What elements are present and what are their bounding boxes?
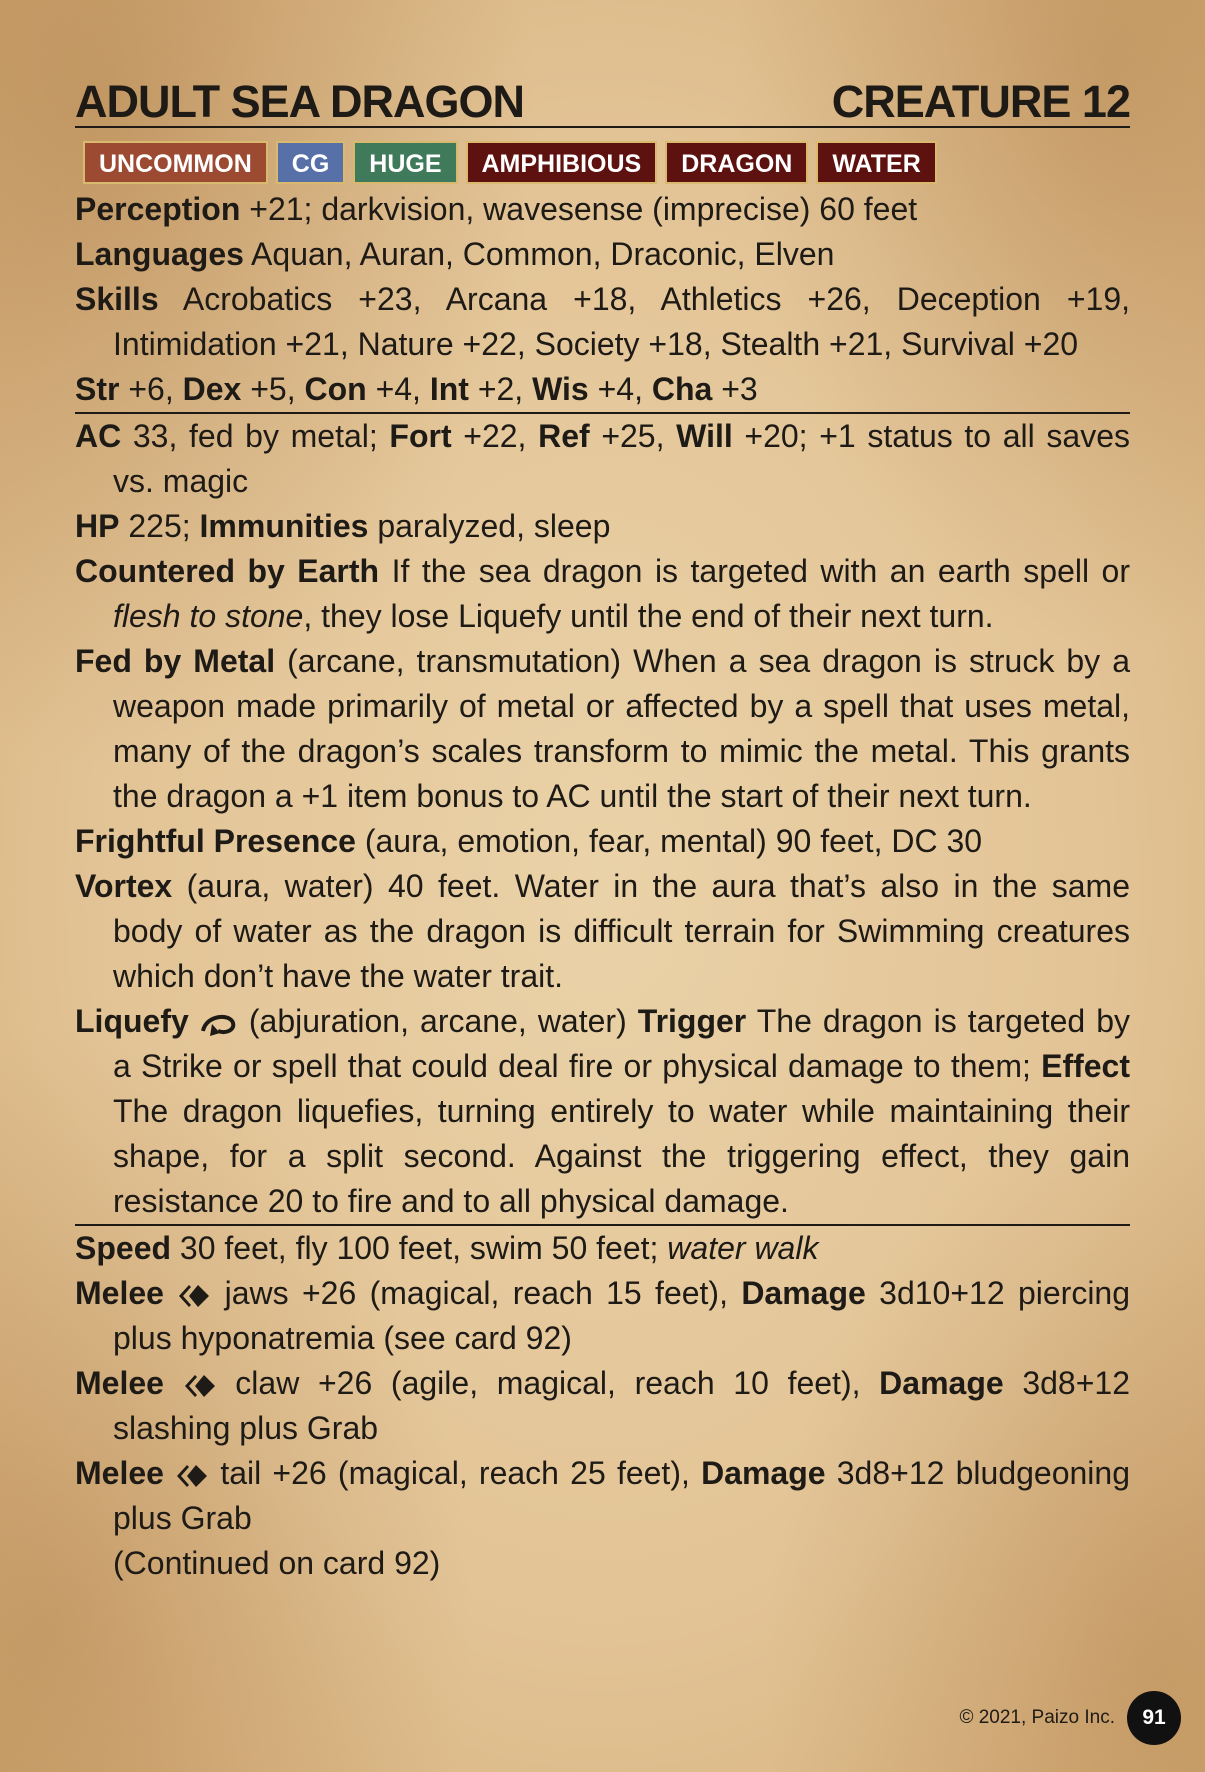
vortex-ability — [75, 864, 1130, 999]
damage-label: Damage — [879, 1365, 1004, 1401]
reaction-icon — [200, 1011, 238, 1037]
trait-amphibious: AMPHIBIOUS — [466, 141, 658, 184]
immunities-label: Immunities — [199, 508, 369, 544]
trigger-label: Trigger — [637, 1003, 747, 1039]
liquefy-ability — [75, 999, 1130, 1224]
frightful-presence-ability — [75, 819, 1130, 864]
languages-value: Aquan, Auran, Common, Draconic, Elven — [243, 236, 835, 272]
skills-line — [75, 277, 1130, 367]
speed-label: Speed — [75, 1230, 172, 1266]
melee-attack: tail +26 (magical, reach 25 feet), — [209, 1455, 702, 1491]
cha-value: +3 — [712, 371, 758, 407]
str-value: +6, — [119, 371, 183, 407]
stat-entries — [75, 187, 1130, 1586]
ability-name: Liquefy — [75, 1003, 189, 1039]
melee-tail — [75, 1451, 1130, 1541]
str-label: Str — [75, 371, 120, 407]
creature-level: CREATURE 12 — [831, 76, 1130, 127]
hp-label: HP — [75, 508, 120, 544]
melee-label: Melee — [75, 1455, 164, 1491]
ability-text: (aura, emotion, fear, mental) 90 feet, DC 30 — [355, 823, 983, 859]
immunities-value: paralyzed, sleep — [368, 508, 611, 544]
ac-value: 33, fed by metal; — [121, 418, 390, 454]
damage-value: 3d8+12 bludgeoning plus Grab — [113, 1455, 1131, 1536]
ability-text: , they lose Liquefy until the end of their next turn. — [303, 598, 994, 634]
melee-jaws — [75, 1271, 1130, 1361]
trigger-text: The dragon is targeted by a Strike or spell that could deal fire or physical damage to them; — [113, 1003, 1131, 1084]
melee-attack: claw +26 (agile, magical, reach 10 feet), — [216, 1365, 880, 1401]
dex-label: Dex — [182, 371, 242, 407]
footer — [959, 1691, 1181, 1745]
trait-uncommon: UNCOMMON — [83, 141, 268, 184]
melee-attack: jaws +26 (magical, reach 15 feet), — [211, 1275, 742, 1311]
hp-value: 225; — [119, 508, 200, 544]
ref-label: Ref — [538, 418, 590, 454]
languages-line — [75, 232, 1130, 277]
ability-traits: (abjuration, arcane, water) — [237, 1003, 638, 1039]
title-row — [75, 70, 1130, 128]
damage-value: 3d8+12 slashing plus Grab — [113, 1365, 1130, 1446]
effect-label: Effect — [1041, 1048, 1130, 1084]
perception-label: Perception — [75, 191, 241, 227]
will-value: +20; +1 status to all saves vs. magic — [113, 418, 1130, 499]
single-action-icon — [183, 1371, 217, 1401]
trait-dragon: DRAGON — [665, 141, 808, 184]
fort-label: Fort — [389, 418, 452, 454]
speed-value: 30 feet, fly 100 feet, swim 50 feet; — [171, 1230, 668, 1266]
trait-alignment: CG — [276, 141, 346, 184]
trait-size: HUGE — [353, 141, 457, 184]
dex-value: +5, — [241, 371, 305, 407]
perception-value: +21; darkvision, wavesense (imprecise) 60 feet — [240, 191, 918, 227]
single-action-icon — [175, 1461, 209, 1491]
melee-label: Melee — [75, 1365, 164, 1401]
continued-note: (Continued on card 92) — [113, 1545, 441, 1581]
fed-by-metal-ability — [75, 639, 1130, 819]
trait-list — [83, 141, 1130, 184]
effect-text: The dragon liquefies, turning entirely to water while maintaining their shape, for a split second. Against the triggering effect, they gain resistance 20 to fire and to all physical damage. — [113, 1093, 1130, 1219]
languages-label: Languages — [75, 236, 244, 272]
ability-text: If the sea dragon is targeted with an earth spell or — [379, 553, 1131, 589]
speed-ability: water walk — [667, 1230, 819, 1266]
ability-text: (arcane, transmutation) When a sea dragon is struck by a weapon made primarily of metal or affected by a spell that uses metal, many of the dragon’s scales transform to mimic the metal. This grants the dragon a +1 item bonus to AC until the start of their next turn. — [113, 643, 1130, 814]
page-number: 91 — [1127, 1691, 1181, 1745]
fort-value: +22, — [451, 418, 539, 454]
con-value: +4, — [366, 371, 430, 407]
creature-name: ADULT SEA DRAGON — [75, 76, 524, 127]
ability-text: (aura, water) 40 feet. Water in the aura that’s also in the same body of water as the dragon is difficult terrain for Swimming creatures which don’t have the water trait. — [113, 868, 1130, 994]
ref-value: +25, — [589, 418, 677, 454]
wis-value: +4, — [588, 371, 652, 407]
ability-name: Countered by Earth — [75, 553, 380, 589]
copyright: © 2021, Paizo Inc. — [959, 1707, 1115, 1728]
ability-name: Vortex — [75, 868, 173, 904]
damage-value: 3d10+12 piercing plus hyponatremia (see card 92) — [113, 1275, 1131, 1356]
ability-scores-line — [75, 367, 1130, 412]
damage-label: Damage — [701, 1455, 826, 1491]
hp-line — [75, 504, 1130, 549]
will-label: Will — [676, 418, 733, 454]
skills-value: Acrobatics +23, Arcana +18, Athletics +26, Deception +19, Intimidation +21, Nature +22, Society +18, Stealth +21, Survival +20 — [113, 281, 1130, 362]
single-action-icon — [177, 1281, 211, 1311]
wis-label: Wis — [532, 371, 589, 407]
melee-claw — [75, 1361, 1130, 1451]
defense-line — [75, 414, 1130, 504]
int-value: +2, — [468, 371, 533, 407]
con-label: Con — [304, 371, 367, 407]
speed-line — [75, 1226, 1130, 1271]
ability-name: Frightful Presence — [75, 823, 356, 859]
perception-line — [75, 187, 1130, 232]
int-label: Int — [429, 371, 469, 407]
ability-name: Fed by Metal — [75, 643, 276, 679]
damage-label: Damage — [741, 1275, 866, 1311]
cha-label: Cha — [651, 371, 713, 407]
melee-label: Melee — [75, 1275, 164, 1311]
spell-name: flesh to stone — [113, 598, 304, 634]
skills-label: Skills — [75, 281, 159, 317]
trait-water: WATER — [816, 141, 936, 184]
ac-label: AC — [75, 418, 122, 454]
countered-by-earth-ability — [75, 549, 1130, 639]
